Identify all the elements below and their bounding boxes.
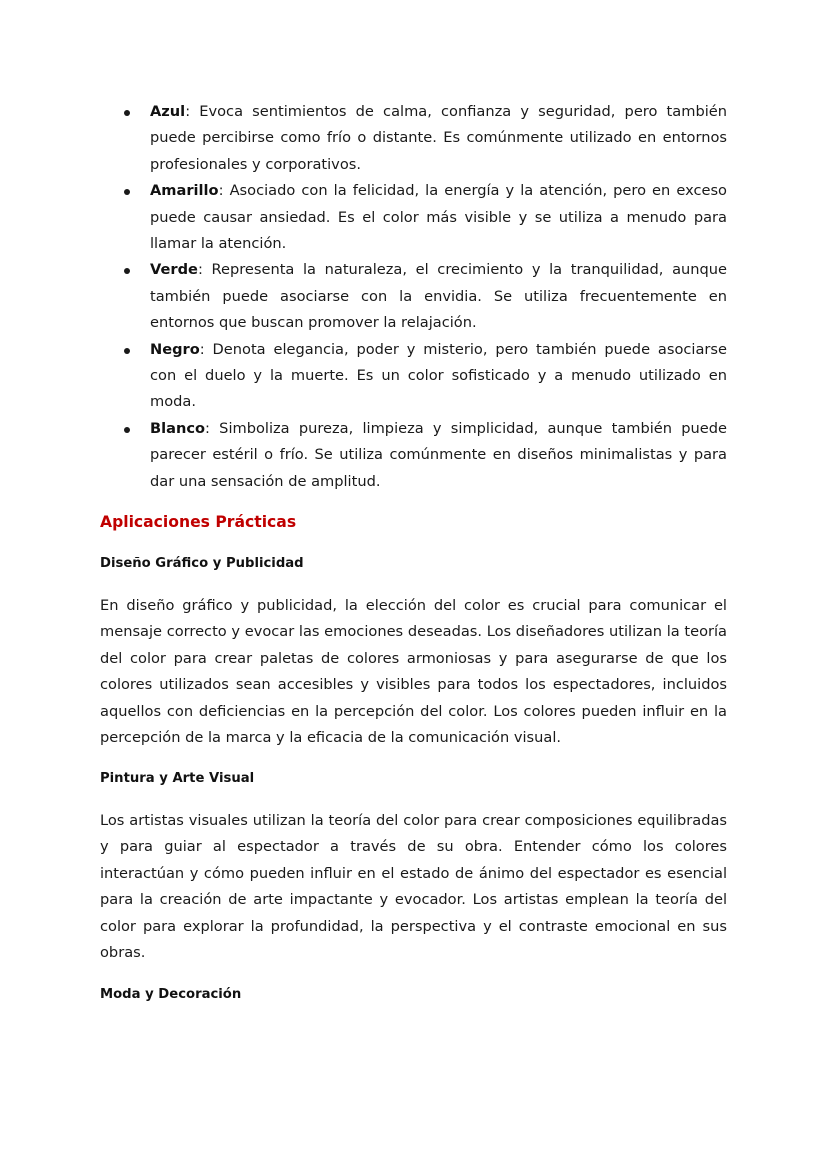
list-item-term: Blanco (150, 419, 206, 437)
list-item-text: : Denota elegancia, poder y misterio, pero también puede asociarse con el duelo y la muerte. Es un color sofisticado y a menudo utilizado en moda. (150, 340, 727, 411)
bullet-icon (124, 110, 130, 116)
subsection-heading: Pintura y Arte Visual (100, 771, 255, 786)
list-item-term: Amarillo (150, 182, 219, 200)
list-item-text: : Simboliza pureza, limpieza y simplicidad, aunque también puede parecer estéril o frío. Se utiliza comúnmente en diseños minimalistas y para dar una sensación de amplitud. (150, 419, 727, 490)
subsection-heading: Moda y Decoración (100, 987, 242, 1002)
list-item (150, 99, 727, 178)
subsection-heading: Diseño Gráfico y Publicidad (100, 556, 304, 571)
list-item (150, 416, 727, 495)
section-heading: Aplicaciones Prácticas (100, 513, 297, 531)
list-item (150, 257, 727, 336)
subsection-paragraph: Los artistas visuales utilizan la teoría del color para crear composiciones equilibradas y para guiar al espectador a través de su obra. Entender cómo los colores interactúan y cómo pueden influir en el estado de ánimo del espectador es esencial para la creación de arte impactante y evocador. Los artistas emplean la teoría del color para explorar la profundidad, la perspectiva y el contraste emocional en sus obras. (100, 812, 727, 962)
bullet-icon (124, 427, 130, 433)
bullet-icon (124, 348, 130, 354)
bullet-icon (124, 189, 130, 195)
list-item-term: Verde (150, 261, 198, 279)
bullet-icon (124, 268, 130, 274)
color-meaning-list (150, 99, 727, 495)
list-item (150, 178, 727, 257)
list-item-text: : Evoca sentimientos de calma, confianza y seguridad, pero también puede percibirse como frío o distante. Es comúnmente utilizado en entornos profesionales y corporativos. (150, 103, 727, 173)
list-item-term: Negro (150, 340, 200, 358)
list-item (150, 337, 727, 416)
list-item-term: Azul (150, 103, 186, 120)
subsection-paragraph: En diseño gráfico y publicidad, la elección del color es crucial para comunicar el mensaje correcto y evocar las emociones deseadas. Los diseñadores utilizan la teoría del color para crear paletas de colores armoniosas y para asegurarse de que los colores utilizados sean accesibles y visibles para todos los espectadores, incluidos aquellos con deficiencias en la percepción del color. Los colores pueden influir en la percepción de la marca y la eficacia de la comunicación visual. (100, 597, 727, 747)
list-item-text: : Representa la naturaleza, el crecimiento y la tranquilidad, aunque también puede asociarse con la envidia. Se utiliza frecuentemente en entornos que buscan promover la relajación. (150, 261, 727, 332)
list-item-text: : Asociado con la felicidad, la energía y la atención, pero en exceso puede causar ansiedad. Es el color más visible y se utiliza a menudo para llamar la atención. (150, 182, 727, 253)
